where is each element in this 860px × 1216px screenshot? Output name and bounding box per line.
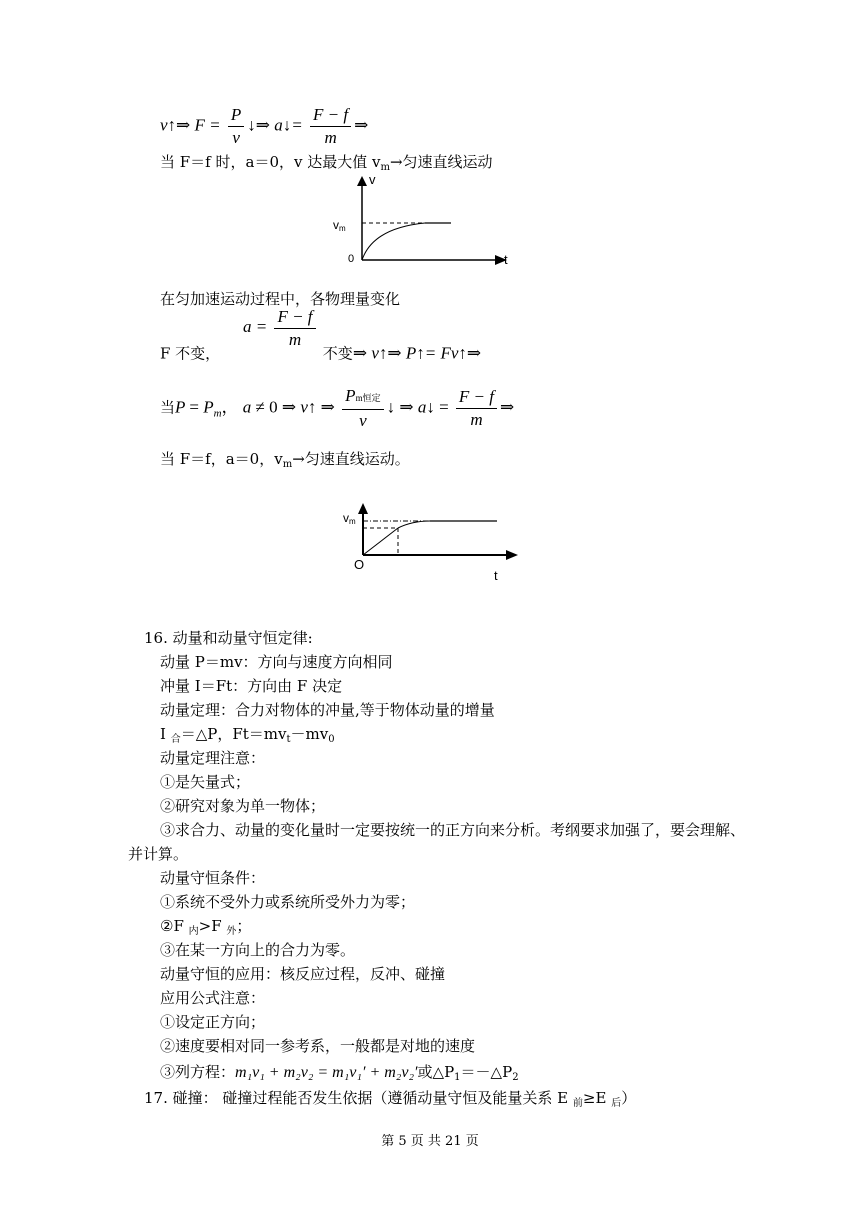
text-momentum-def: 动量 P＝mv：方向与速度方向相同 <box>160 653 393 671</box>
fraction-p-over-v: $\frac{P}{v}$ <box>228 104 244 149</box>
text-conservation-conditions: 动量守恒条件： <box>160 869 266 887</box>
section-16-title: 16. 动量和动量守恒定律: <box>144 629 313 647</box>
text-formula-notes: 应用公式注意： <box>160 989 266 1007</box>
fraction-force-over-mass-3: $\frac{F - f}{m}$ <box>456 386 497 431</box>
origin-label-2: O <box>354 557 365 572</box>
x-axis-label-2: t <box>494 568 498 583</box>
equation-max-power: 当$P = P_m$， a ≠ 0 ⇒ v↑ ⇒ $\frac{\text{Pm恒定}}{v}$ ↓ ⇒ a↓ = $\frac{F - f}{m}$ ⇒ <box>160 386 515 430</box>
origin-label: 0 <box>348 253 355 265</box>
page-footer: 第 5 页 共 21 页 <box>381 1134 479 1149</box>
text-momentum-theorem: 动量定理：合力对物体的冲量,等于物体动量的增量 <box>160 701 495 719</box>
equation-acceleration-constant: F 不变， a = $\frac{F - f}{m}$ 不变⇒ v↑⇒ P↑= Fv↑⇒ <box>160 307 482 363</box>
text-note-direction: ③求合力、动量的变化量时一定要按统一的正方向来分析。考纲要求加强了，要会理解、 <box>160 821 746 839</box>
text-conservation-applications: 动量守恒的应用：核反应过程，反冲、碰撞 <box>160 965 446 983</box>
vm-label-2: vm <box>343 511 356 526</box>
text-max-velocity-2: 当 F＝f，a＝0，$v_m\to$匀速直线运动。 <box>160 450 410 470</box>
text-condition-3: ③在某一方向上的合力为零。 <box>160 941 356 959</box>
text-reference-frame: ②速度要相对同一参考系，一般都是对地的速度 <box>160 1037 476 1055</box>
x-axis-label: t <box>504 252 508 267</box>
vm-label: vm <box>333 218 346 233</box>
fraction-force-over-mass: $\frac{F - f}{m}$ <box>310 104 351 149</box>
fraction-force-over-mass-2: $\frac{F - f}{m}$ <box>274 306 315 351</box>
text-note-direction-cont: 并计算。 <box>128 845 189 863</box>
text-condition-1: ①系统不受外力或系统所受外力为零； <box>160 893 416 911</box>
momentum-equation: m₁v₁ + m₂v₂ = m₁v₁′ + m₂v₂′ <box>235 1064 418 1081</box>
text-condition-2: ②F $_内$>F $_外$； <box>160 917 252 937</box>
velocity-time-graph-1 <box>325 172 515 272</box>
text-max-velocity-1: 当 F＝f 时，a＝0，v 达最大值 $v_m\to$匀速直线运动 <box>160 153 493 173</box>
text-momentum-theorem-formula: I $_合$＝△P，$Ft=mv_t-mv_0$ <box>160 725 335 745</box>
text-uniform-acceleration: 在匀加速运动过程中，各物理量变化 <box>160 290 401 308</box>
fraction-pm-over-v: $\frac{\text{Pm恒定}}{v}$ <box>342 385 383 432</box>
section-17-title: 17. 碰撞： 碰撞过程能否发生依据（遵循动量守恒及能量关系 E $_前$≥E $_后$） <box>144 1089 637 1109</box>
text-note-single-object: ②研究对象为单一物体； <box>160 797 326 815</box>
text-positive-direction: ①设定正方向； <box>160 1013 266 1031</box>
text-note-vector: ①是矢量式； <box>160 773 251 791</box>
text-theorem-notes: 动量定理注意： <box>160 749 266 767</box>
y-axis-label: v <box>369 172 376 187</box>
text-conservation-equation: ③列方程：m₁v₁ + m₂v₂ = m₁v₁′ + m₂v₂′或$\triangle P_1=-\triangle P_2$ <box>160 1063 519 1083</box>
equation-power-velocity: v↑⇒ F = $\frac{P}{v}$ ↓⇒ a↓= $\frac{F - f}{m}$ ⇒ <box>160 105 369 147</box>
velocity-time-graph-2 <box>340 500 530 588</box>
text-impulse-def: 冲量 I＝Ft：方向由 F 决定 <box>160 677 343 695</box>
